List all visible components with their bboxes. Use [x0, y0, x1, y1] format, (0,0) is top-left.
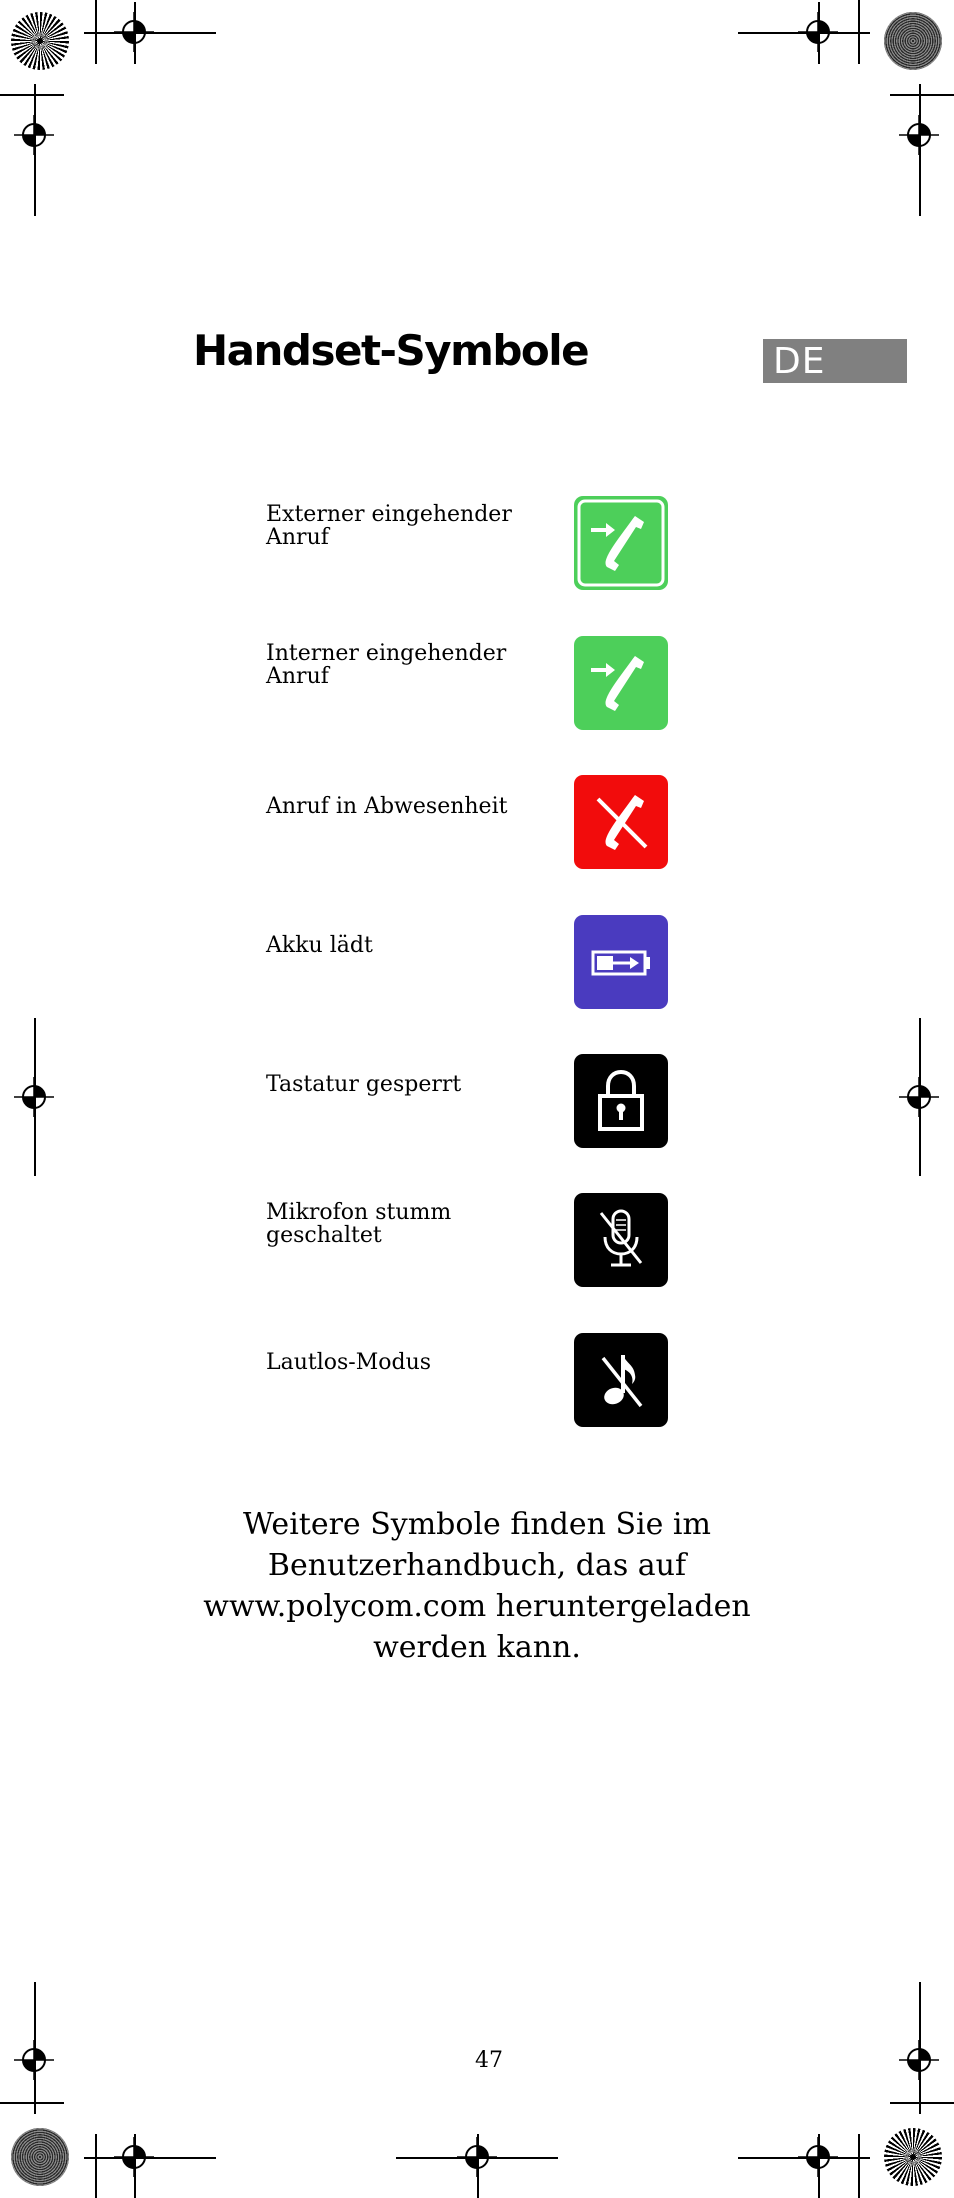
symbol-label-battery-charging: Akku lädt: [266, 933, 373, 958]
registration-target: [899, 115, 939, 155]
starburst-mark: [11, 12, 69, 70]
density-target-mark: [11, 2128, 69, 2186]
registration-target: [14, 115, 54, 155]
crop-line: [0, 2102, 64, 2104]
crop-line: [95, 2134, 97, 2198]
starburst-mark: [884, 2128, 942, 2186]
page-title: Handset-Symbole: [193, 326, 589, 375]
keypad-locked-icon: [574, 1054, 668, 1148]
more-symbols-note: Weitere Symbole finden Sie im Benutzerhandbuch, das auf www.polycom.com heruntergeladen werden kann.: [203, 1507, 751, 1665]
battery-charging-icon: [574, 915, 668, 1009]
symbol-label-external-incoming-call: Externer eingehender Anruf: [266, 502, 512, 550]
microphone-muted-icon: [574, 1193, 668, 1287]
language-badge: [763, 339, 907, 383]
crop-line: [858, 2134, 860, 2198]
incoming-external-call-icon: [574, 496, 668, 590]
crop-line: [890, 2102, 954, 2104]
language-badge-label: DE: [773, 341, 826, 382]
symbol-label-microphone-muted: Mikrofon stumm geschaltet: [266, 1200, 452, 1248]
symbol-label-silent-mode: Lautlos-Modus: [266, 1350, 432, 1375]
crop-line: [0, 94, 64, 96]
crop-line: [890, 94, 954, 96]
density-target-mark: [884, 12, 942, 70]
symbol-label-internal-incoming-call: Interner eingehender Anruf: [266, 641, 507, 689]
missed-call-icon: [574, 775, 668, 869]
symbol-label-missed-call: Anruf in Abwesenheit: [266, 794, 508, 819]
registration-target: [798, 2137, 838, 2177]
registration-target: [899, 1077, 939, 1117]
registration-target: [457, 2137, 497, 2177]
incoming-internal-call-icon: [574, 636, 668, 730]
registration-target: [14, 1077, 54, 1117]
registration-target: [114, 12, 154, 52]
symbol-label-keypad-locked: Tastatur gesperrt: [266, 1072, 462, 1097]
registration-target: [114, 2137, 154, 2177]
page-number: 47: [475, 2048, 503, 2073]
silent-mode-icon: [574, 1333, 668, 1427]
registration-target: [798, 12, 838, 52]
registration-target: [14, 2040, 54, 2080]
registration-target: [899, 2040, 939, 2080]
